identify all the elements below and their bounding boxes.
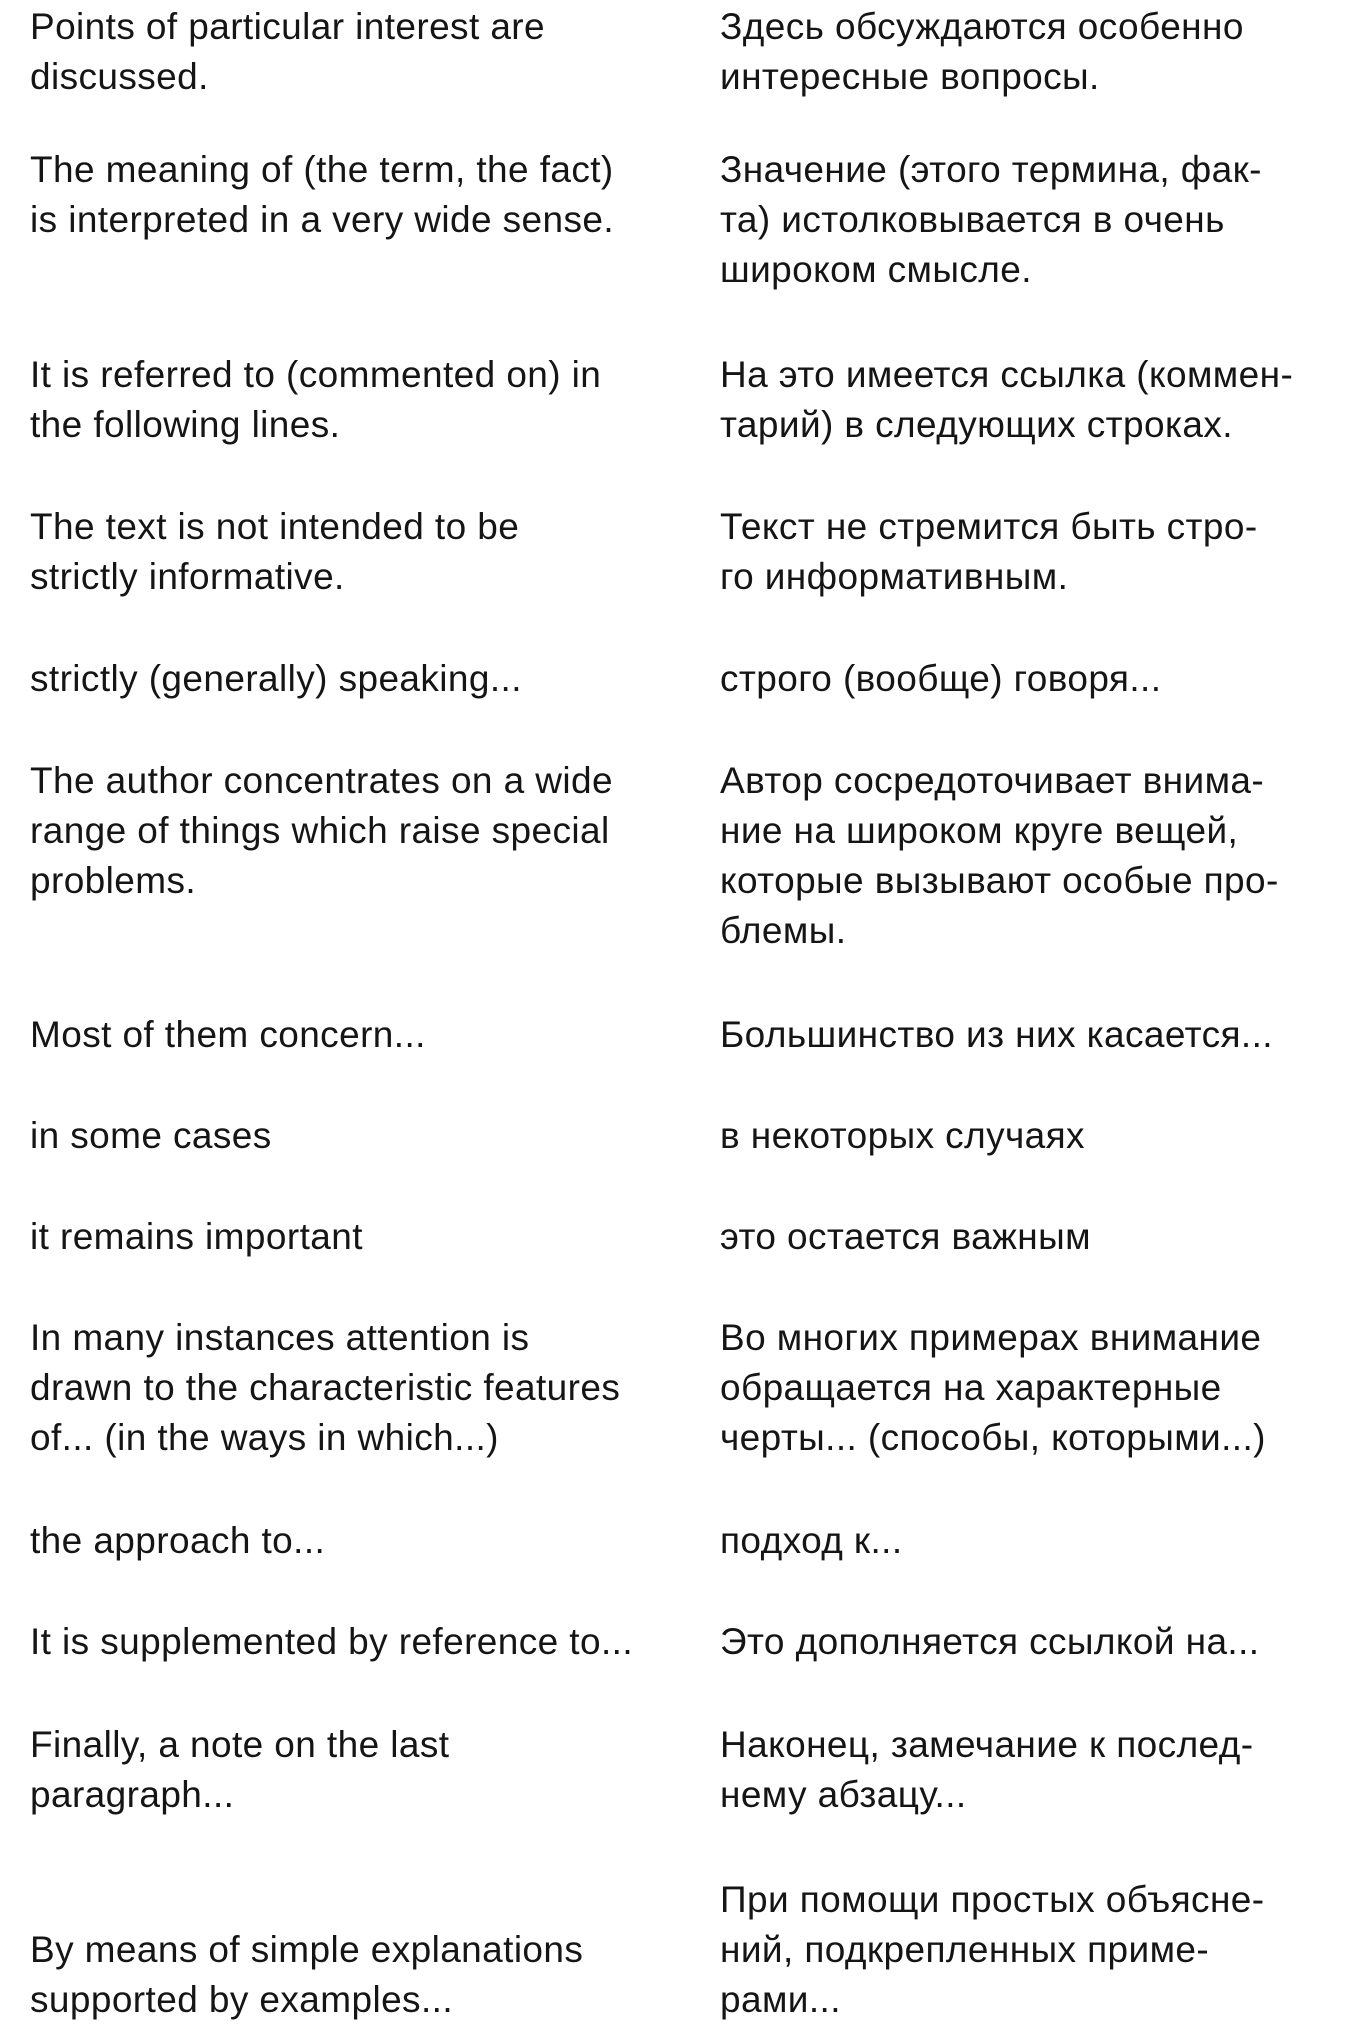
english-phrase-11: the approach to... [30, 1520, 326, 1561]
english-phrase-12: It is supplemented by reference to... [30, 1621, 634, 1662]
russian-phrase-7: Большинство из них касается... [720, 1014, 1273, 1055]
english-phrase-14: By means of simple explanations supported by examples... [30, 1929, 584, 2020]
english-phrase-3: It is referred to (commented on) in the following lines. [30, 354, 602, 445]
russian-phrase-8: в некоторых случаях [720, 1115, 1085, 1156]
russian-phrase-14: При помощи простых объясне- ний, подкрепленных приме- рами... [720, 1879, 1265, 2020]
english-phrase-8: in some cases [30, 1115, 272, 1156]
english-phrase-7: Most of them concern... [30, 1014, 426, 1055]
russian-phrase-13: Наконец, замечание к послед- нему абзацу... [720, 1724, 1254, 1815]
russian-phrase-3: На это имеется ссылка (коммен- тарий) в следующих строках. [720, 354, 1294, 445]
russian-phrase-10: Во многих примерах внимание обращается на характерные черты... (способы, которыми...) [720, 1317, 1266, 1458]
russian-phrase-11: подход к... [720, 1520, 903, 1561]
russian-phrase-6: Автор сосредоточивает внима- ние на широком круге вещей, которые вызывают особые про- блемы. [720, 760, 1279, 951]
english-phrase-5: strictly (generally) speaking... [30, 658, 522, 699]
english-phrase-13: Finally, a note on the last paragraph... [30, 1724, 450, 1815]
russian-phrase-2: Значение (этого термина, фак- та) истолковывается в очень широком смысле. [720, 149, 1262, 290]
russian-phrase-5: строго (вообще) говоря... [720, 658, 1162, 699]
english-phrase-6: The author concentrates on a wide range of things which raise special problems. [30, 760, 613, 901]
russian-phrase-1: Здесь обсуждаются особенно интересные вопросы. [720, 6, 1244, 97]
russian-phrase-4: Текст не стремится быть стро- го информативным. [720, 506, 1258, 597]
english-phrase-4: The text is not intended to be strictly informative. [30, 506, 520, 597]
russian-phrase-12: Это дополняется ссылкой на... [720, 1621, 1260, 1662]
russian-phrase-9: это остается важным [720, 1216, 1091, 1257]
english-phrase-1: Points of particular interest are discussed. [30, 6, 545, 97]
english-phrase-10: In many instances attention is drawn to the characteristic features of... (in the ways in which...) [30, 1317, 621, 1458]
english-phrase-9: it remains important [30, 1216, 363, 1257]
english-phrase-2: The meaning of (the term, the fact) is interpreted in a very wide sense. [30, 149, 615, 240]
